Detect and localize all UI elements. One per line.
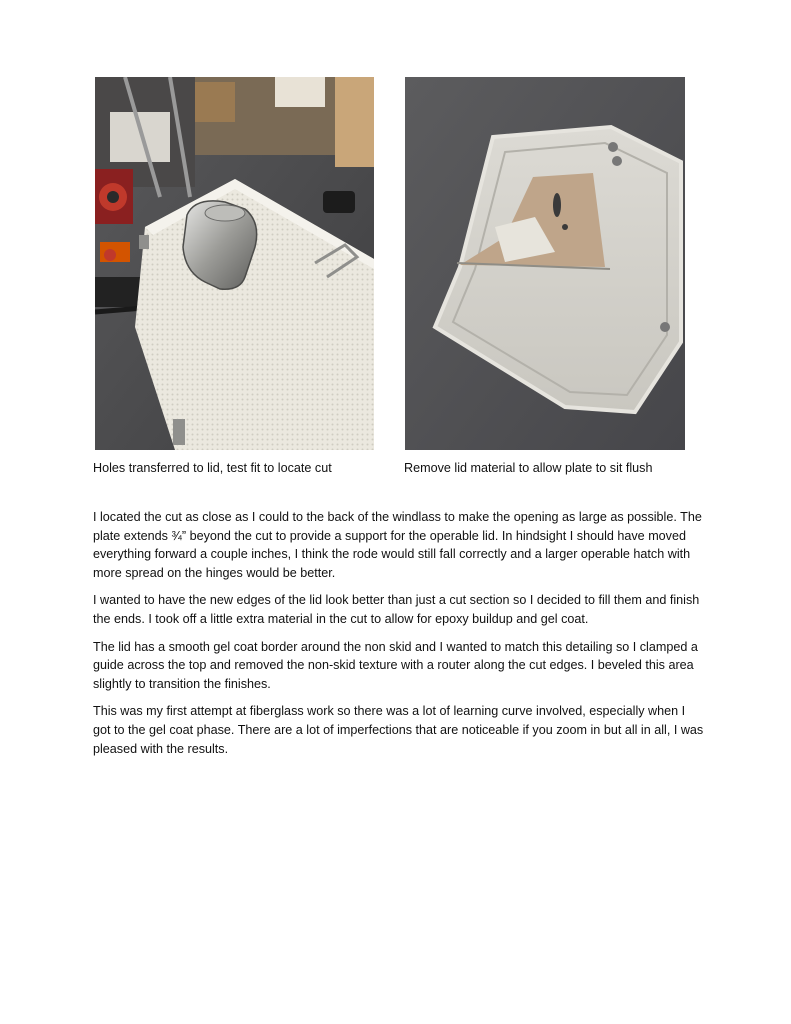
body-text: [93, 508, 705, 767]
paragraph: The lid has a smooth gel coat border around the non skid and I wanted to match this detailing so I clamped a guide across the top and removed the non-skid texture with a router along the cut edges. I beveled this area slightly to transition the finishes.: [93, 639, 698, 691]
paragraph: This was my first attempt at fiberglass work so there was a lot of learning curve involved, especially when I got to the gel coat phase. There are a lot of imperfections that are noticeable if you zoom in but all in all, I was pleased with the results.: [93, 704, 704, 756]
paragraph: I located the cut as close as I could to the back of the windlass to make the opening as large as possible. The plate extends ¾” beyond the cut to provide a support for the operable lid. In hindsight I should have moved everything forward a couple inches, I think the rode would still fall correctly and a larger operable hatch with more spread on the hinges would be better.: [93, 510, 702, 580]
caption-photo-left: Holes transferred to lid, test fit to locate cut: [93, 461, 332, 475]
paragraph: I wanted to have the new edges of the lid look better than just a cut section so I decided to fill them and finish the ends. I took off a little extra material in the cut to allow for epoxy buildup and gel coat.: [93, 593, 700, 626]
caption-photo-right: Remove lid material to allow plate to sit flush: [404, 461, 653, 475]
photo-lid-test-fit: [95, 77, 374, 450]
photo-lid-recess: [405, 77, 685, 450]
